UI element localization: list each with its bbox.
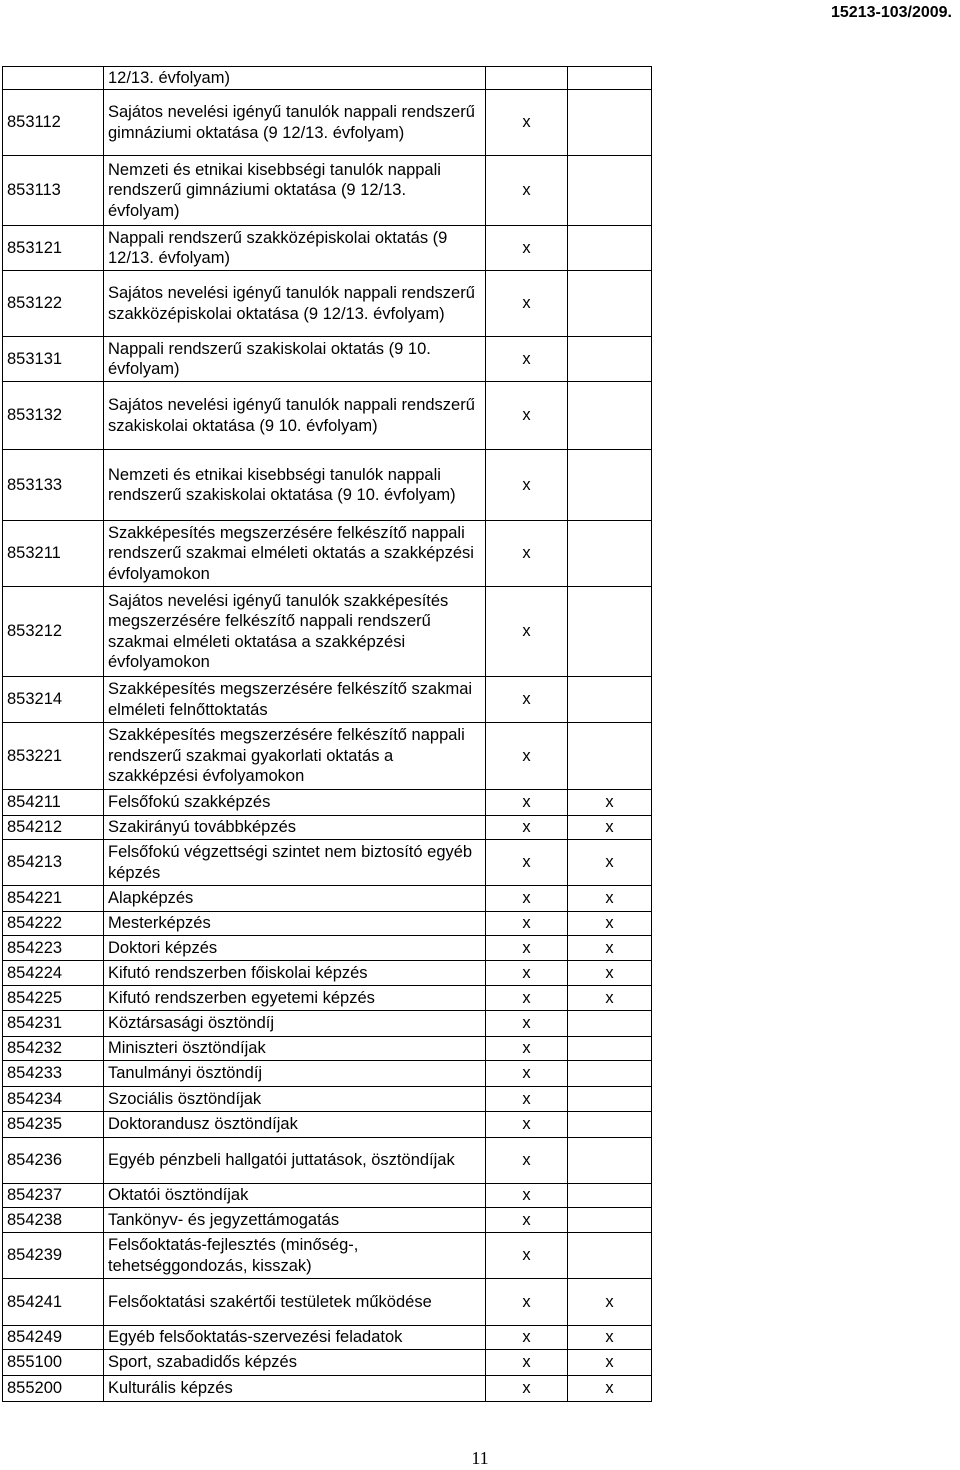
mark-column-1-cell: x (486, 886, 568, 912)
activity-description-cell: Kifutó rendszerben egyetemi képzés (104, 986, 486, 1011)
activity-description-cell: Nemzeti és etnikai kisebbségi tanulók nappali rendszerű szakiskolai oktatása (9 10. évfolyam) (104, 450, 486, 521)
table-row (3, 1350, 652, 1376)
activity-code-cell: 854224 (3, 961, 104, 986)
mark-column-2-cell (568, 1011, 652, 1037)
activity-code-cell: 854236 (3, 1138, 104, 1184)
table-row (3, 1279, 652, 1326)
page-number: 11 (471, 1448, 489, 1468)
activity-description-cell: Sajátos nevelési igényű tanulók nappali rendszerű gimnáziumi oktatása (9 12/13. évfolyam) (104, 90, 486, 156)
mark-column-1-cell: x (486, 587, 568, 677)
mark-column-1-cell: x (486, 450, 568, 521)
mark-column-1-cell: x (486, 1011, 568, 1037)
activity-description-cell: Szakirányú továbbképzés (104, 816, 486, 840)
activity-code-cell: 854212 (3, 816, 104, 840)
activity-description-cell: Tankönyv- és jegyzettámogatás (104, 1208, 486, 1233)
table-row (3, 1011, 652, 1037)
mark-column-1-cell: x (486, 1326, 568, 1350)
mark-column-1-cell: x (486, 1184, 568, 1208)
activity-description-cell: Miniszteri ösztöndíjak (104, 1037, 486, 1061)
activity-description-cell: Szociális ösztöndíjak (104, 1087, 486, 1112)
activity-description-cell: Nemzeti és etnikai kisebbségi tanulók nappali rendszerű gimnáziumi oktatása (9 12/13. évfolyam) (104, 156, 486, 226)
mark-column-2-cell (568, 337, 652, 382)
activity-code-cell: 853113 (3, 156, 104, 226)
mark-column-2-cell: x (568, 816, 652, 840)
mark-column-1-cell: x (486, 1112, 568, 1138)
table-row (3, 521, 652, 587)
mark-column-2-cell (568, 67, 652, 90)
activity-code-cell: 853211 (3, 521, 104, 587)
mark-column-1-cell: x (486, 1279, 568, 1326)
mark-column-1-cell: x (486, 1061, 568, 1087)
activity-code-cell: 854222 (3, 912, 104, 936)
mark-column-2-cell (568, 382, 652, 450)
activity-description-cell: Felsőoktatás-fejlesztés (minőség-, tehetséggondozás, kisszak) (104, 1233, 486, 1279)
mark-column-2-cell: x (568, 1376, 652, 1402)
activity-description-cell: Alapképzés (104, 886, 486, 912)
activity-description-cell: Sajátos nevelési igényű tanulók szakképesítés megszerzésére felkészítő nappali rendszerű szakmai elméleti oktatása a szakképzési évfolyamokon (104, 587, 486, 677)
table-row (3, 1087, 652, 1112)
mark-column-1-cell: x (486, 816, 568, 840)
activity-code-cell: 853214 (3, 677, 104, 723)
table-row (3, 1112, 652, 1138)
activity-code-cell: 854233 (3, 1061, 104, 1087)
mark-column-2-cell: x (568, 936, 652, 961)
mark-column-2-cell (568, 1233, 652, 1279)
mark-column-1-cell: x (486, 337, 568, 382)
activity-description-cell: Mesterképzés (104, 912, 486, 936)
mark-column-2-cell: x (568, 790, 652, 816)
activity-code-cell: 854241 (3, 1279, 104, 1326)
table-row (3, 337, 652, 382)
activity-description-cell: Szakképesítés megszerzésére felkészítő szakmai elméleti felnőttoktatás (104, 677, 486, 723)
mark-column-2-cell (568, 1087, 652, 1112)
table-row (3, 156, 652, 226)
mark-column-1-cell: x (486, 986, 568, 1011)
activity-code-cell: 854223 (3, 936, 104, 961)
activity-code-cell: 854213 (3, 840, 104, 886)
activity-description-cell: Kifutó rendszerben főiskolai képzés (104, 961, 486, 986)
activity-description-cell: 12/13. évfolyam) (104, 67, 486, 90)
table-row (3, 840, 652, 886)
activity-code-cell: 854211 (3, 790, 104, 816)
activity-code-cell: 854238 (3, 1208, 104, 1233)
mark-column-2-cell (568, 1208, 652, 1233)
mark-column-2-cell (568, 723, 652, 790)
table-row (3, 790, 652, 816)
mark-column-2-cell (568, 677, 652, 723)
table-row (3, 271, 652, 337)
activity-code-cell: 853133 (3, 450, 104, 521)
table-row (3, 1184, 652, 1208)
activity-description-cell: Tanulmányi ösztöndíj (104, 1061, 486, 1087)
table-row (3, 450, 652, 521)
table-row (3, 936, 652, 961)
table-row (3, 986, 652, 1011)
activity-description-cell: Felsőfokú szakképzés (104, 790, 486, 816)
mark-column-1-cell: x (486, 1087, 568, 1112)
activity-description-cell: Sport, szabadidős képzés (104, 1350, 486, 1376)
table-row (3, 1208, 652, 1233)
mark-column-1-cell: x (486, 936, 568, 961)
table-row (3, 1138, 652, 1184)
mark-column-1-cell: x (486, 912, 568, 936)
activity-code-cell: 854232 (3, 1037, 104, 1061)
mark-column-1-cell: x (486, 961, 568, 986)
activity-code-cell: 854235 (3, 1112, 104, 1138)
activity-code-cell: 853212 (3, 587, 104, 677)
activity-code-cell: 853132 (3, 382, 104, 450)
mark-column-1-cell: x (486, 521, 568, 587)
mark-column-2-cell (568, 450, 652, 521)
mark-column-2-cell: x (568, 961, 652, 986)
mark-column-2-cell: x (568, 912, 652, 936)
activity-description-cell: Felsőoktatási szakértői testületek működése (104, 1279, 486, 1326)
activity-code-cell: 853121 (3, 226, 104, 271)
activity-code-cell: 853131 (3, 337, 104, 382)
mark-column-2-cell (568, 1138, 652, 1184)
activity-description-cell: Nappali rendszerű szakközépiskolai oktatás (9 12/13. évfolyam) (104, 226, 486, 271)
mark-column-1-cell: x (486, 1208, 568, 1233)
activity-description-cell: Köztársasági ösztöndíj (104, 1011, 486, 1037)
activity-description-cell: Felsőfokú végzettségi szintet nem biztosító egyéb képzés (104, 840, 486, 886)
activity-description-cell: Egyéb felsőoktatás-szervezési feladatok (104, 1326, 486, 1350)
activity-code-cell: 854234 (3, 1087, 104, 1112)
activity-code-cell: 853112 (3, 90, 104, 156)
activity-code-table (2, 66, 652, 1402)
table-row (3, 1376, 652, 1402)
mark-column-2-cell: x (568, 1326, 652, 1350)
table-row (3, 90, 652, 156)
table-row (3, 912, 652, 936)
mark-column-1-cell: x (486, 1138, 568, 1184)
activity-code-cell: 854231 (3, 1011, 104, 1037)
mark-column-2-cell: x (568, 986, 652, 1011)
mark-column-2-cell (568, 90, 652, 156)
mark-column-2-cell (568, 156, 652, 226)
activity-code-cell: 855100 (3, 1350, 104, 1376)
mark-column-2-cell (568, 271, 652, 337)
activity-code-cell: 854221 (3, 886, 104, 912)
mark-column-2-cell (568, 226, 652, 271)
mark-column-1-cell: x (486, 840, 568, 886)
table-row (3, 677, 652, 723)
table-row (3, 67, 652, 90)
table-row (3, 886, 652, 912)
table-row (3, 816, 652, 840)
mark-column-1-cell: x (486, 90, 568, 156)
mark-column-2-cell: x (568, 1279, 652, 1326)
table-row (3, 587, 652, 677)
activity-code-cell: 854249 (3, 1326, 104, 1350)
activity-description-cell: Egyéb pénzbeli hallgatói juttatások, ösztöndíjak (104, 1138, 486, 1184)
activity-code-cell: 854237 (3, 1184, 104, 1208)
activity-code-cell: 854225 (3, 986, 104, 1011)
activity-description-cell: Oktatói ösztöndíjak (104, 1184, 486, 1208)
mark-column-2-cell (568, 587, 652, 677)
mark-column-1-cell (486, 67, 568, 90)
activity-description-cell: Nappali rendszerű szakiskolai oktatás (9 10. évfolyam) (104, 337, 486, 382)
table-row (3, 723, 652, 790)
table-row (3, 382, 652, 450)
document-id: 15213-103/2009. (831, 4, 952, 21)
table-row (3, 1037, 652, 1061)
mark-column-1-cell: x (486, 1233, 568, 1279)
activity-code-cell: 853122 (3, 271, 104, 337)
table-row (3, 961, 652, 986)
mark-column-1-cell: x (486, 1376, 568, 1402)
activity-description-cell: Kulturális képzés (104, 1376, 486, 1402)
table-row (3, 1326, 652, 1350)
mark-column-1-cell: x (486, 677, 568, 723)
mark-column-2-cell (568, 1184, 652, 1208)
activity-code-cell: 854239 (3, 1233, 104, 1279)
activity-code-cell: 855200 (3, 1376, 104, 1402)
activity-description-cell: Szakképesítés megszerzésére felkészítő nappali rendszerű szakmai elméleti oktatás a szakképzési évfolyamokon (104, 521, 486, 587)
mark-column-1-cell: x (486, 226, 568, 271)
mark-column-1-cell: x (486, 1350, 568, 1376)
mark-column-1-cell: x (486, 790, 568, 816)
mark-column-2-cell: x (568, 886, 652, 912)
mark-column-2-cell: x (568, 1350, 652, 1376)
activity-description-cell: Sajátos nevelési igényű tanulók nappali rendszerű szakközépiskolai oktatása (9 12/13. évfolyam) (104, 271, 486, 337)
mark-column-2-cell (568, 521, 652, 587)
mark-column-1-cell: x (486, 156, 568, 226)
mark-column-2-cell: x (568, 840, 652, 886)
mark-column-1-cell: x (486, 271, 568, 337)
activity-description-cell: Doktori képzés (104, 936, 486, 961)
mark-column-1-cell: x (486, 382, 568, 450)
activity-description-cell: Szakképesítés megszerzésére felkészítő nappali rendszerű szakmai gyakorlati oktatás a szakképzési évfolyamokon (104, 723, 486, 790)
mark-column-1-cell: x (486, 723, 568, 790)
activity-code-cell (3, 67, 104, 90)
mark-column-1-cell: x (486, 1037, 568, 1061)
activity-description-cell: Sajátos nevelési igényű tanulók nappali rendszerű szakiskolai oktatása (9 10. évfolyam) (104, 382, 486, 450)
table-row (3, 1233, 652, 1279)
mark-column-2-cell (568, 1112, 652, 1138)
activity-code-cell: 853221 (3, 723, 104, 790)
table-row (3, 1061, 652, 1087)
table-row (3, 226, 652, 271)
mark-column-2-cell (568, 1061, 652, 1087)
mark-column-2-cell (568, 1037, 652, 1061)
activity-description-cell: Doktorandusz ösztöndíjak (104, 1112, 486, 1138)
